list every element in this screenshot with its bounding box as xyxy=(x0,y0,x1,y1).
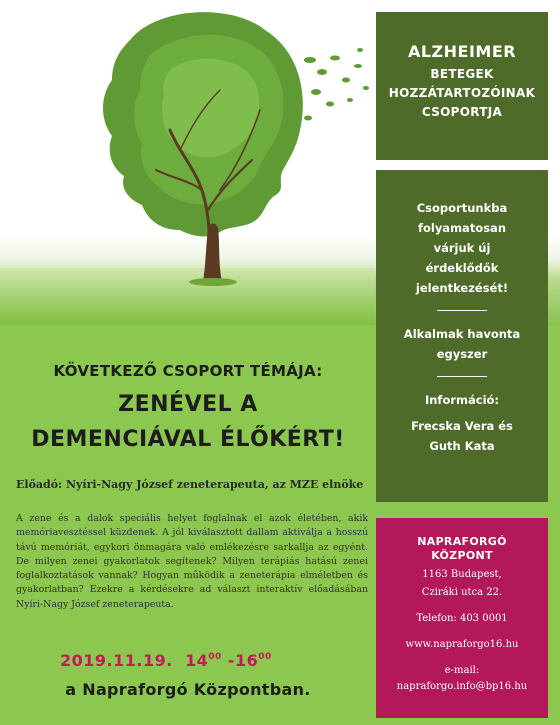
venue-contact-box xyxy=(376,518,548,718)
event-date-time xyxy=(60,651,272,670)
venue-address-line2: Cziráki utca 22. xyxy=(421,587,503,598)
time-separator: - xyxy=(221,651,235,670)
description-paragraph: A zene és a dalok speciális helyet foglalnak el azok életében, akik memóriavesztéssel küzdenek. A jól kiválasztott dallam aktiválja a hosszú távú memóriát, egykori önmagára való emlékezésre sarkallja az egyént. De milyen zenei gyakorlatok segítenek? Milyen terápiás hatású zenei foglalkoztatások vannak? Hogyan működik a zeneterápia elméletben és gyakorlatban? Ezekre a kérdésekre ad választ interaktív előadásában Nyíri-Nagy József zeneterapeuta. xyxy=(16,513,368,610)
event-date: 2019.11.19. xyxy=(60,651,173,670)
invite-line: jelentkezését! xyxy=(415,281,509,295)
venue-website[interactable]: www.napraforgo16.hu xyxy=(405,639,519,650)
group-info-box xyxy=(376,170,548,502)
info-label: Információ: xyxy=(424,393,500,407)
frequency-line: Alkalmak havonta xyxy=(403,327,521,341)
invite-line: Csoportunkba xyxy=(416,201,508,215)
venue-name-line2: KÖZPONT xyxy=(431,549,493,562)
start-minute: 00 xyxy=(208,652,222,662)
headline-line2: DEMENCIÁVAL ÉLŐKÉRT! xyxy=(31,427,345,452)
venue-phone: Telefon: 403 0001 xyxy=(416,613,508,624)
start-hour: 14 xyxy=(184,651,209,670)
tree-head-illustration xyxy=(60,0,380,290)
contact-line: Frecska Vera és xyxy=(411,419,513,433)
group-subtitle-line2: HOZZÁTARTOZÓINAK xyxy=(388,86,536,100)
divider xyxy=(437,376,487,377)
group-subtitle-line3: CSOPORTJA xyxy=(421,105,503,119)
presenter-line: Előadó: Nyíri-Nagy József zeneterapeuta, az MZE elnöke xyxy=(16,478,364,491)
venue-name-line1: NAPRAFORGÓ xyxy=(417,535,507,548)
group-subtitle-line1: BETEGEK xyxy=(430,67,494,81)
invite-line: érdeklődők xyxy=(425,261,499,275)
end-minute: 00 xyxy=(258,652,272,662)
frequency-line: egyszer xyxy=(436,347,488,361)
event-venue: a Napraforgó Központban. xyxy=(65,680,311,699)
group-title-box xyxy=(376,12,548,160)
invite-line: várjuk új xyxy=(433,241,491,255)
venue-email-label: e-mail: xyxy=(444,665,480,676)
headline-line1: ZENÉVEL A xyxy=(118,392,258,417)
divider xyxy=(437,310,487,311)
group-title: ALZHEIMER xyxy=(407,42,517,61)
venue-address-line1: 1163 Budapest, xyxy=(422,569,502,580)
contact-line: Guth Kata xyxy=(429,439,495,453)
invite-line: folyamatosan xyxy=(417,221,507,235)
next-topic-label: KÖVETKEZŐ CSOPORT TÉMÁJA: xyxy=(53,362,323,380)
end-hour: 16 xyxy=(234,651,259,670)
venue-email[interactable]: napraforgo.info@bp16.hu xyxy=(396,681,528,692)
